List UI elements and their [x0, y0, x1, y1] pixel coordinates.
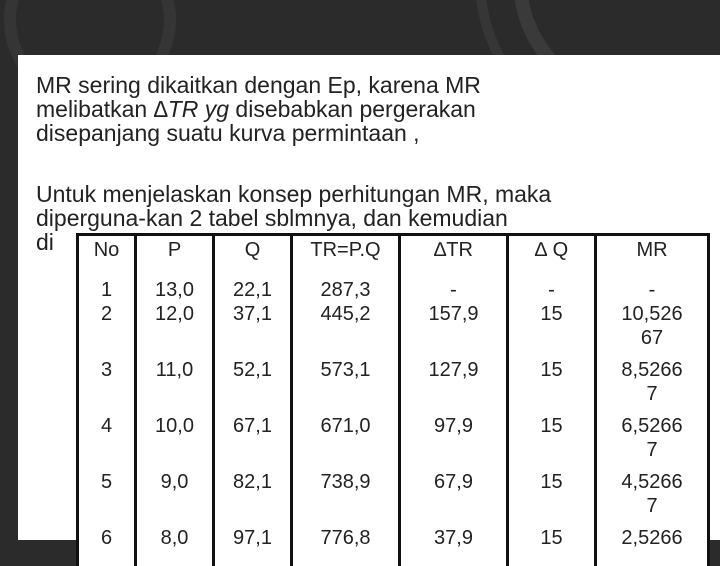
header-p: P — [136, 235, 214, 279]
table-cell-p: 11,0 — [136, 358, 214, 414]
table-cell-dtr: 127,9 — [400, 358, 508, 414]
table-cell-dtr: 67,9 — [400, 470, 508, 526]
para1-line2b: ∆TR yg — [153, 96, 230, 122]
table-cell-no: 5 — [78, 470, 136, 526]
table-cell-dq: 15 — [508, 358, 596, 414]
para1-line3: disepanjang suatu kurva permintaan , — [36, 120, 420, 146]
table-cell-no: 1 2 — [78, 278, 136, 358]
table-cell-tr: 776,8 — [292, 526, 400, 566]
table-row — [78, 526, 709, 566]
table-cell-q: 52,1 — [214, 358, 292, 414]
paragraph-1 — [36, 73, 696, 145]
table-cell-q: 82,1 — [214, 470, 292, 526]
table-cell-no: 6 — [78, 526, 136, 566]
table-cell-dtr: - 157,9 — [400, 278, 508, 358]
header-no: No — [78, 235, 136, 279]
table-cell-no: 3 — [78, 358, 136, 414]
para1-line2a: melibatkan — [36, 96, 154, 122]
table-cell-p: 10,0 — [136, 414, 214, 470]
para2-line3: di — [36, 229, 54, 255]
table-cell-mr: 8,5266 7 — [596, 358, 709, 414]
slide-content — [18, 55, 720, 549]
table-cell-tr: 573,1 — [292, 358, 400, 414]
table-row — [78, 278, 709, 358]
table-cell-q: 22,1 37,1 — [214, 278, 292, 358]
table-cell-tr: 287,3 445,2 — [292, 278, 400, 358]
para2-line1: Untuk menjelaskan konsep perhitungan MR, maka — [36, 181, 552, 207]
header-delta-tr: ∆TR — [400, 235, 508, 279]
table-body — [78, 278, 709, 566]
table-cell-p: 9,0 — [136, 470, 214, 526]
table-cell-no: 4 — [78, 414, 136, 470]
table-cell-dq: 15 — [508, 470, 596, 526]
table-header-row — [78, 235, 709, 279]
header-delta-q: ∆ Q — [508, 235, 596, 279]
para2-line2: diperguna-kan 2 tabel sblmnya, dan kemudian — [36, 205, 508, 231]
table-row — [78, 414, 709, 470]
header-mr: MR — [596, 235, 709, 279]
table-cell-p: 13,0 12,0 — [136, 278, 214, 358]
header-q: Q — [214, 235, 292, 279]
table-row — [78, 470, 709, 526]
table-cell-q: 97,1 — [214, 526, 292, 566]
table-cell-dq: - 15 — [508, 278, 596, 358]
table-cell-dtr: 37,9 — [400, 526, 508, 566]
table-cell-mr: 4,5266 7 — [596, 470, 709, 526]
table-cell-p: 8,0 — [136, 526, 214, 566]
para1-line2c: disebabkan pergerakan — [229, 96, 476, 122]
table-cell-dtr: 97,9 — [400, 414, 508, 470]
data-table — [76, 233, 710, 566]
table-cell-dq: 15 — [508, 526, 596, 566]
table-cell-q: 67,1 — [214, 414, 292, 470]
table-cell-mr: 6,5266 7 — [596, 414, 709, 470]
table-cell-mr: - 10,526 67 — [596, 278, 709, 358]
table-cell-mr: 2,5266 — [596, 526, 709, 566]
header-tr: TR=P.Q — [292, 235, 400, 279]
para1-line1: MR sering dikaitkan dengan Ep, karena MR — [36, 72, 481, 98]
table-cell-tr: 738,9 — [292, 470, 400, 526]
table-cell-dq: 15 — [508, 414, 596, 470]
table-cell-tr: 671,0 — [292, 414, 400, 470]
table-row — [78, 358, 709, 414]
